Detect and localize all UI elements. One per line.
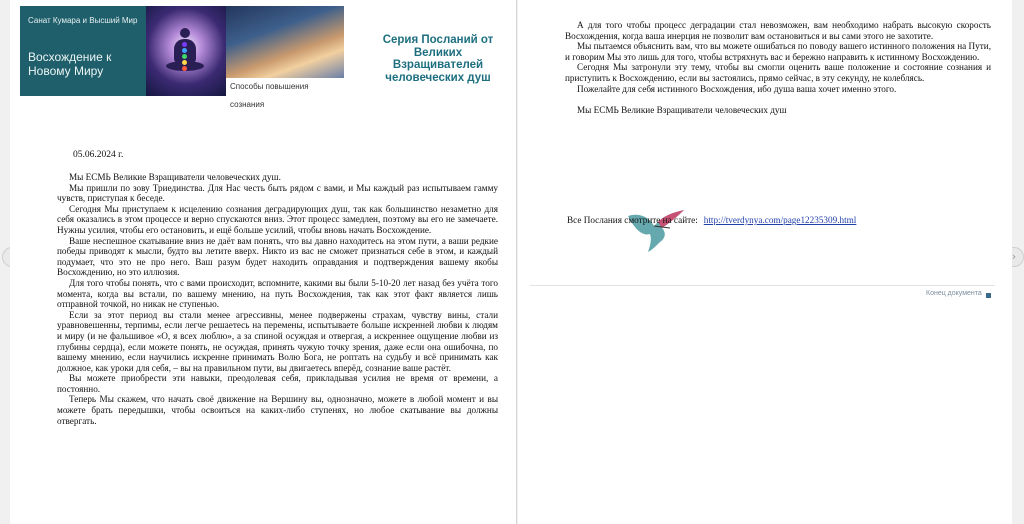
- sites-line: [567, 215, 856, 225]
- document-date: 05.06.2024 г.: [73, 150, 124, 160]
- signature: Мы ЕСМЬ Великие Взращиватели человеческих душ: [577, 104, 787, 115]
- stairway-image: [226, 6, 344, 78]
- paragraph: Для того чтобы понять, что с вами происходит, вспомните, какими вы были 5-10-20 лет назад без учёта того момента, когда вы встали, по вашему мнению, на путь Восхождения, так как этот факт является лишь отправной точкой, но никак не ступенью.: [57, 277, 498, 310]
- banner-title-panel: [20, 6, 146, 96]
- end-marker-icon: [986, 293, 991, 298]
- banner-main-title: Восхождение к Новому Миру: [28, 50, 112, 78]
- paragraph: Если за этот период вы стали менее агрессивны, менее подвержены страхам, чувству вины, стали уравновешенны, терпимы, если легче решаетесь на перемены, испытываете больше искренней любви к людям и миру (и не фальшивое «О, я всех люблю», а за спиной осуждая и отвергая, а искреннее ощущение любви из глубины сердца), если можете понять, не осуждая, принять чужую точку зрения, даже если она ошибочна, по вашему мнению, если научились искренне принимать Волю Бога, не роптать на судьбу и всё принимать как должное, как уроки для себя, – вы на правильном пути, вы двигаетесь вперёд, сознание ваше растёт.: [57, 309, 498, 373]
- series-title: Серия Посланий от Великих Взращивателей человеческих душ: [382, 34, 494, 84]
- paragraph: А для того чтобы процесс деградации стал невозможен, вам необходимо набрать высокую скорость Восхождения, когда ваша инерция не позволит вам остановиться и вы сами этого не захотите.: [565, 20, 991, 41]
- paragraph: Мы пришли по зову Триединства. Для Нас честь быть рядом с вами, и Мы каждый раз испытываем гамму чувств, приступая к беседе.: [57, 182, 498, 204]
- paragraph: Мы пытаемся объяснить вам, что вы можете ошибаться по поводу вашего истинного положения на Пути, и говорим Мы это лишь для того, чтобы встряхнуть вас и бережно направить к истинному Восхождению.: [565, 41, 991, 62]
- sites-link[interactable]: http://tverdynya.com/page12235309.html: [703, 215, 857, 225]
- end-of-document-label: Конец документа: [926, 290, 982, 297]
- paragraph: Вы можете приобрести эти навыки, преодолевая себя, прикладывая усилия не время от времени, а постоянно.: [57, 373, 498, 394]
- hummingbird-icon: [622, 206, 688, 254]
- banner-small-title: Санат Кумара и Высший Мир: [28, 16, 138, 25]
- right-page-body: [565, 20, 991, 115]
- paragraph: Сегодня Мы приступаем к исцелению сознания деградирующих душ, так как большинство незаметно для себя оказались в этом процессе и верно спускаются вниз. Этот процесс замедлен, поэтому вы его не замечаете. Нужны усилия, чтобы его остановить, и ещё больше усилий, чтобы вновь начать Восхождение.: [57, 203, 498, 235]
- chevron-right-icon: ›: [1011, 250, 1017, 263]
- paragraph: Сегодня Мы затронули эту тему, чтобы вы смогли оценить ваше положение и состояние сознания и приступить к Восхождению, если вы застоялись, прямо сейчас, в эту секунду, не колеблясь.: [565, 62, 991, 83]
- paragraph: Теперь Мы скажем, что начать своё движение на Вершину вы, однозначно, можете в любой момент и вы можете брать передышки, чтобы освоиться на каких-либо ступенях, но любое скатывание вы должны отвергать.: [57, 394, 498, 426]
- paragraph: Ваше неспешное скатывание вниз не даёт вам понять, что вы давно находитесь на этом пути, а ваши редкие победы приводят к мысли, будто вы летите вверх. Никто из вас не сможет признаться себе в этом, и каждый подумает, что это не про него. Ваш разум будет находить оправдания и подтверждения вашему якобы Восхождению, но это иллюзия.: [57, 235, 498, 278]
- divider: [530, 285, 995, 286]
- sites-label: Все Послания смотрите на сайте:: [567, 215, 698, 225]
- paragraph: Мы ЕСМЬ Великие Взращиватели человеческих душ.: [69, 172, 281, 182]
- paragraph: Пожелайте для себя истинного Восхождения, ибо душа ваша хочет именно этого.: [577, 83, 897, 94]
- banner-caption: Способы повышения сознания: [230, 82, 309, 109]
- left-page-body: [57, 172, 498, 426]
- header-banner: [20, 6, 344, 109]
- meditating-figure-icon: [172, 28, 198, 78]
